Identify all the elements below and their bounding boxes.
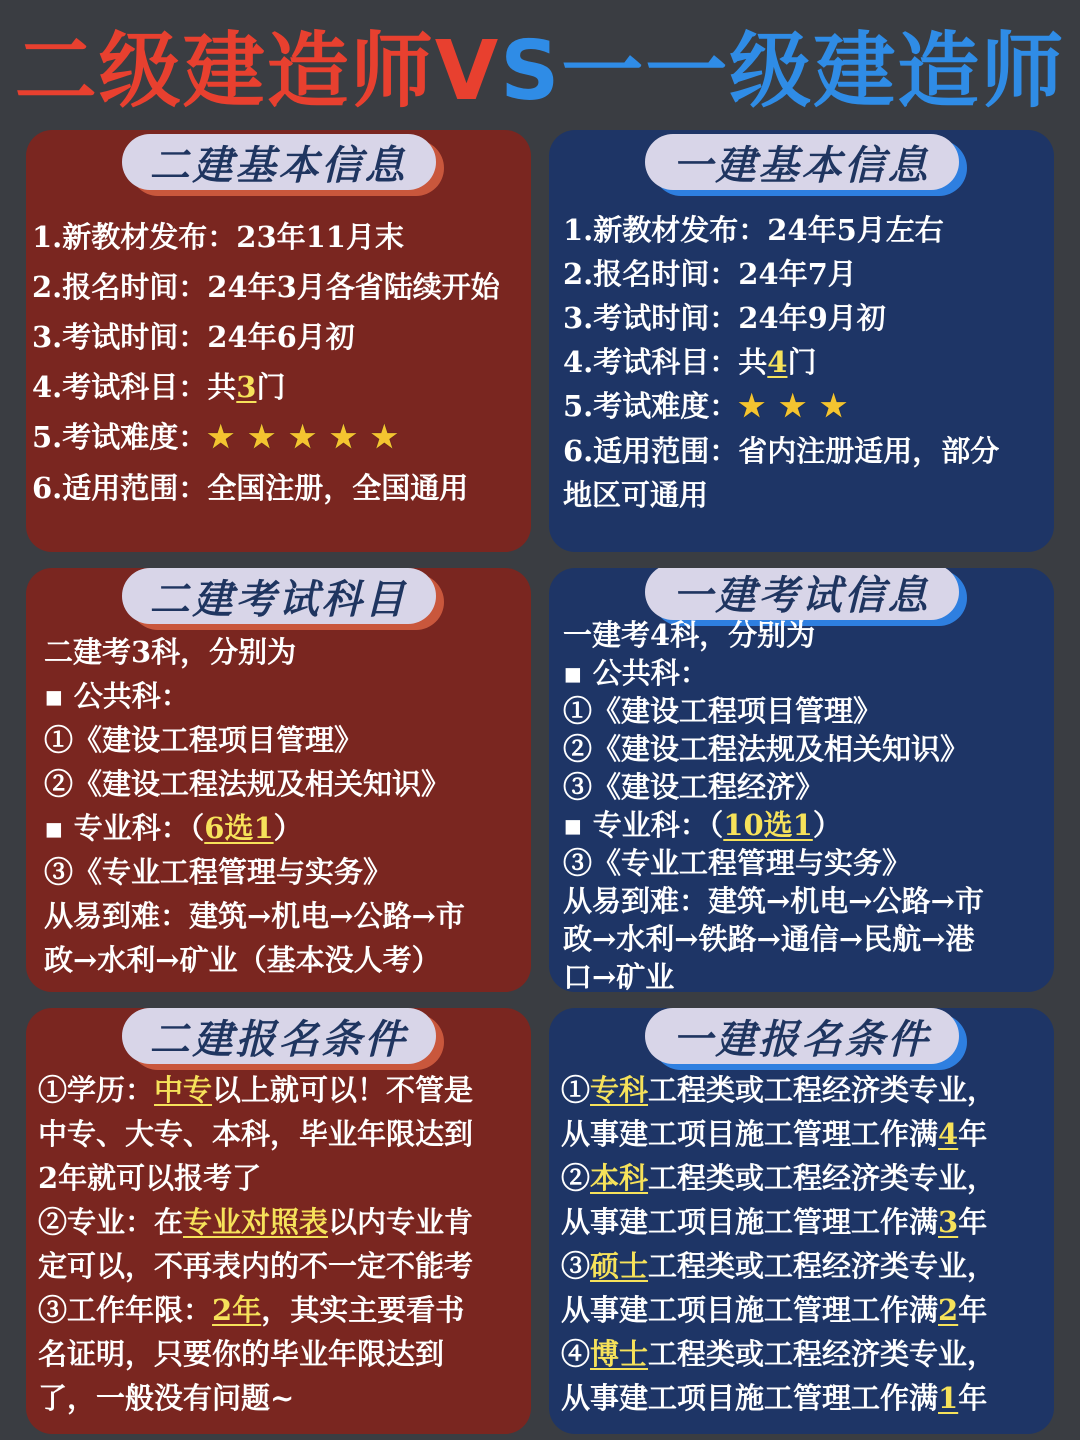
er-req-panel	[26, 1008, 531, 1434]
yi-req-years-2: 3	[938, 1205, 959, 1239]
star-icon: ★	[248, 420, 276, 455]
er-subjects-line-3: ①《建设工程项目管理》	[44, 723, 364, 757]
yi-subjects-line-1: 一建考4科，分别为	[563, 618, 816, 652]
er-basic-heading: 二建基本信息	[149, 142, 408, 189]
yi-req-line-1a: ①专科工程类或工程经济类专业，	[561, 1073, 997, 1107]
title-vs-v: V	[434, 24, 501, 119]
yi-req-years-1: 4	[938, 1117, 959, 1151]
title-left: 二级建造师	[14, 24, 435, 119]
er-basic-line-4: 4.考试科目：共3门	[32, 370, 286, 404]
er-req-line-3: 2年就可以报考了	[38, 1161, 262, 1195]
yi-req-panel	[549, 1008, 1054, 1434]
yi-req-years-3: 2	[938, 1293, 959, 1327]
er-subjects-content	[44, 630, 465, 982]
yi-basic-line-4: 4.考试科目：共4门	[563, 345, 817, 379]
yi-basic-line-5: 5.考试难度：★ ★ ★	[563, 384, 999, 429]
title-dash: 一	[561, 24, 646, 119]
yi-subjects-line-2: ▪ 公共科：	[563, 656, 709, 690]
er-difficulty-stars	[207, 420, 412, 454]
er-subjects-line-4: ②《建设工程法规及相关知识》	[44, 767, 451, 801]
er-req-line-5: 定可以，不再表内的不一定不能考	[38, 1249, 474, 1283]
yi-subjects-line-5: ③《建设工程经济》	[563, 770, 825, 804]
yi-basic-line-1: 1.新教材发布：24年5月左右	[563, 213, 944, 247]
er-req-line-4: ②专业：在专业对照表以内专业肯	[38, 1205, 474, 1239]
er-subjects-panel	[26, 568, 531, 992]
yi-subjects-line-6: ▪ 专业科：（10选1）	[563, 808, 842, 842]
yi-req-line-2a: ②本科工程类或工程经济类专业，	[561, 1161, 997, 1195]
title-right: 一级建造师	[645, 24, 1066, 119]
yi-req-line-1b: 从事建工项目施工管理工作满4年	[561, 1117, 988, 1151]
er-subjects-heading: 二建考试科目	[149, 576, 408, 623]
yi-subjects-line-10: 口→矿业	[563, 960, 675, 992]
yi-req-degree-2: 本科	[590, 1161, 649, 1195]
yi-req-degree-1: 专科	[590, 1073, 649, 1107]
yi-basic-line-3: 3.考试时间：24年9月初	[563, 301, 886, 335]
er-subjects-line-7: 从易到难：建筑→机电→公路→市	[44, 899, 465, 933]
yi-basic-line-6b: 地区可通用	[563, 478, 709, 512]
yi-req-heading: 一建报名条件	[672, 1016, 931, 1063]
yi-req-line-3a: ③硕士工程类或工程经济类专业，	[561, 1249, 997, 1283]
yi-req-heading-pill	[645, 1008, 959, 1064]
yi-subjects-panel	[549, 568, 1054, 992]
er-subjects-line-1: 二建考3科，分别为	[44, 635, 297, 669]
star-icon: ★	[207, 420, 235, 455]
er-subjects-line-2: ▪ 公共科：	[44, 679, 190, 713]
yi-specialty-choice: 10选1	[723, 808, 813, 842]
yi-difficulty-stars	[738, 389, 861, 423]
yi-subjects-line-7: ③《专业工程管理与实务》	[563, 846, 912, 880]
er-specialty-choice: 6选1	[204, 811, 274, 845]
er-req-line-2: 中专、大专、本科，毕业年限达到	[38, 1117, 474, 1151]
er-req-years: 2年	[212, 1293, 262, 1327]
yi-basic-heading: 一建基本信息	[672, 142, 931, 189]
yi-req-line-2b: 从事建工项目施工管理工作满3年	[561, 1205, 988, 1239]
yi-req-line-3b: 从事建工项目施工管理工作满2年	[561, 1293, 988, 1327]
yi-basic-line-2: 2.报名时间：24年7月	[563, 257, 857, 291]
er-basic-line-6: 6.适用范围：全国注册，全国通用	[32, 471, 469, 505]
er-req-major-table: 专业对照表	[183, 1205, 329, 1239]
star-icon: ★	[370, 420, 398, 455]
er-basic-panel	[26, 130, 531, 552]
yi-subjects-line-3: ①《建设工程项目管理》	[563, 694, 883, 728]
yi-req-line-4b: 从事建工项目施工管理工作满1年	[561, 1381, 988, 1415]
er-req-line-1: ①学历：中专以上就可以！不管是	[38, 1073, 474, 1107]
er-req-line-7: 名证明，只要你的毕业年限达到	[38, 1337, 445, 1371]
yi-subjects-line-4: ②《建设工程法规及相关知识》	[563, 732, 970, 766]
er-subjects-line-8: 政→水利→矿业（基本没人考）	[44, 943, 441, 977]
er-basic-line-1: 1.新教材发布：23年11月末	[32, 220, 404, 254]
er-subject-count: 3	[236, 370, 257, 404]
star-icon: ★	[738, 389, 766, 424]
er-req-line-6: ③工作年限：2年，其实主要看书	[38, 1293, 465, 1327]
yi-req-line-4a: ④博士工程类或工程经济类专业，	[561, 1337, 997, 1371]
yi-basic-line-6a: 6.适用范围：省内注册适用，部分	[563, 434, 1000, 468]
yi-req-degree-4: 博士	[590, 1337, 649, 1371]
er-subjects-line-5: ▪ 专业科：（6选1）	[44, 811, 303, 845]
star-icon: ★	[779, 389, 807, 424]
star-icon: ★	[330, 420, 357, 455]
er-basic-line-2: 2.报名时间：24年3月各省陆续开始	[32, 270, 500, 304]
er-basic-line-3: 3.考试时间：24年6月初	[32, 320, 355, 354]
yi-subjects-line-8: 从易到难：建筑→机电→公路→市	[563, 884, 984, 918]
star-icon: ★	[820, 389, 847, 424]
page-title	[0, 22, 1080, 122]
yi-req-years-4: 1	[938, 1381, 959, 1415]
er-req-content	[38, 1068, 473, 1420]
yi-subjects-heading: 一建考试信息	[672, 572, 931, 619]
yi-subjects-heading-pill	[645, 568, 959, 620]
er-basic-line-5: 5.考试难度：★ ★ ★ ★ ★	[32, 412, 500, 463]
yi-basic-heading-pill	[645, 134, 959, 190]
er-subjects-heading-pill	[122, 568, 436, 624]
er-req-heading-pill	[122, 1008, 436, 1064]
er-req-line-8: 了，一般没有问题~	[38, 1381, 295, 1415]
yi-basic-panel	[549, 130, 1054, 552]
yi-subjects-line-9: 政→水利→铁路→通信→民航→港	[563, 922, 975, 956]
er-req-education: 中专	[154, 1073, 213, 1107]
yi-subject-count: 4	[767, 345, 788, 379]
er-req-heading: 二建报名条件	[149, 1016, 408, 1063]
star-icon: ★	[289, 420, 316, 455]
er-basic-content	[32, 212, 500, 513]
er-basic-heading-pill	[122, 134, 436, 190]
yi-req-degree-3: 硕士	[590, 1249, 649, 1283]
title-vs-s: S	[500, 24, 562, 119]
yi-req-content	[561, 1068, 996, 1420]
yi-basic-content	[563, 208, 999, 517]
yi-subjects-content	[563, 616, 984, 992]
er-subjects-line-6: ③《专业工程管理与实务》	[44, 855, 393, 889]
